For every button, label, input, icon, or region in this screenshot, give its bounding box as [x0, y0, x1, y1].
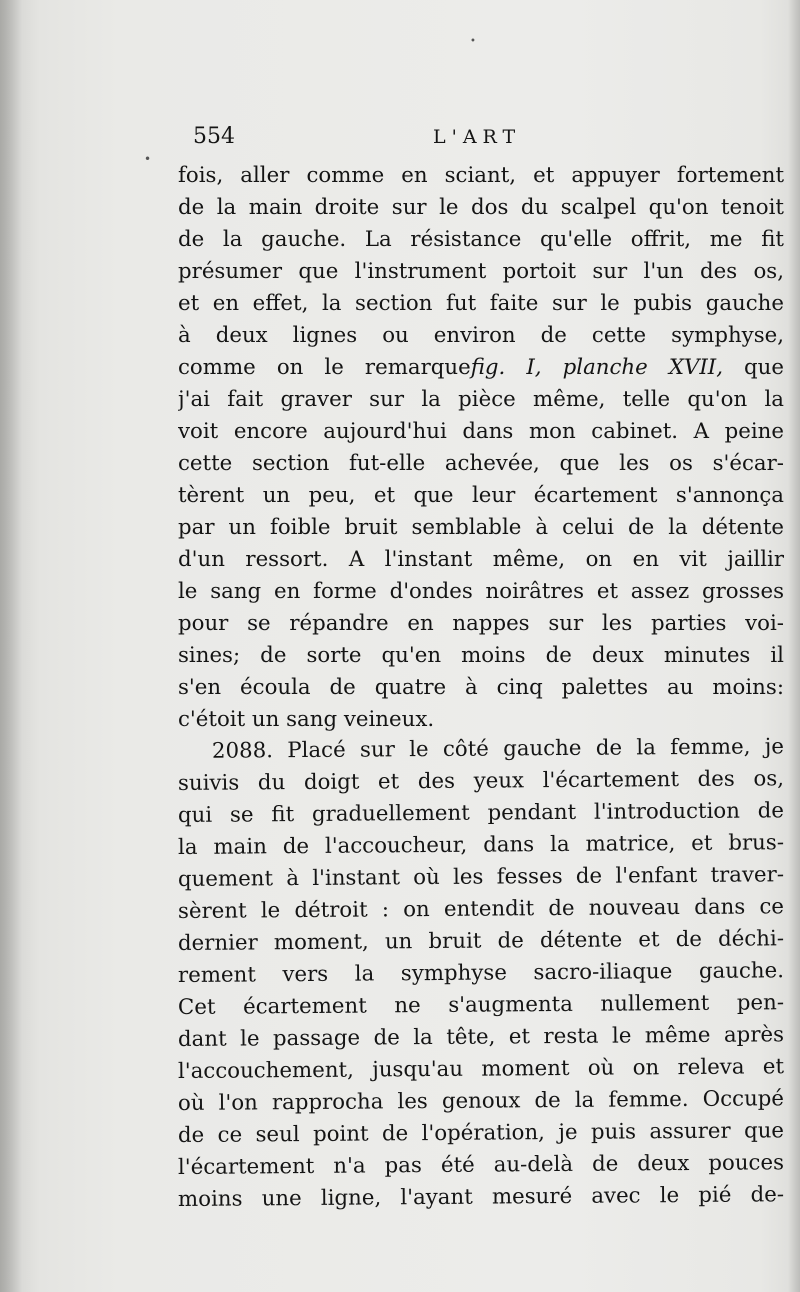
text-line: tèrent un peu, et que leur écartement s'annonça	[178, 483, 784, 508]
text-line-end: que	[744, 355, 784, 380]
text-line: suivis du doigt et des yeux l'écartement des os,	[177, 766, 785, 796]
text-line: de ce seul point de l'opération, je puis assurer que	[177, 1118, 785, 1148]
ink-speck: •	[144, 152, 152, 166]
text-line: de la gauche. La résistance qu'elle offrit, me fit	[178, 227, 784, 252]
text-line: présumer que l'instrument portoit sur l'un des os,	[178, 259, 784, 284]
text-line: qui se fit graduellement pendant l'introduction de	[177, 798, 785, 828]
ink-speck: •	[470, 36, 476, 47]
text-line-figure-reference	[178, 352, 784, 384]
text-line: moins une ligne, l'ayant mesuré avec le pié de-	[177, 1182, 785, 1212]
text-line: rement vers la symphyse sacro-iliaque gauche.	[177, 958, 785, 988]
text-line: l'accouchement, jusqu'au moment où on releva et	[177, 1054, 785, 1084]
text-line: cette section fut-elle achevée, que les os s'écar-	[178, 451, 784, 476]
body-text	[178, 160, 784, 1216]
text-line: à deux lignes ou environ de cette symphyse,	[178, 323, 784, 348]
text-line: dernier moment, un bruit de détente et de déchi-	[177, 926, 785, 956]
text-line: le sang en forme d'ondes noirâtres et assez grosses	[178, 579, 784, 604]
text-line: Cet écartement ne s'augmenta nullement pen-	[177, 990, 785, 1020]
page-header	[193, 124, 783, 154]
text-line: et en effet, la section fut faite sur le pubis gauche	[178, 291, 784, 316]
page-edge	[788, 0, 800, 1292]
text-line: s'en écoula de quatre à cinq palettes au moins:	[178, 675, 784, 700]
text-line: par un foible bruit semblable à celui de la détente	[178, 515, 784, 540]
paragraph-start-2088: 2088. Placé sur le côté gauche de la femme, je	[211, 734, 785, 764]
text-line: quement à l'instant où les fesses de l'enfant traver-	[177, 862, 785, 892]
page-number: 554	[193, 124, 235, 149]
text-line: de la main droite sur le dos du scalpel qu'on tenoit	[178, 195, 784, 220]
text-line: l'écartement n'a pas été au-delà de deux pouces	[177, 1150, 785, 1180]
text-line: où l'on rapprocha les genoux de la femme. Occupé	[177, 1086, 785, 1116]
text-line: sèrent le détroit : on entendit de nouveau dans ce	[177, 894, 785, 924]
text-line: j'ai fait graver sur la pièce même, telle qu'on la	[178, 387, 784, 412]
figure-reference: fig. I, planche XVII,	[470, 355, 723, 380]
text-line-start: comme on le remarque	[178, 355, 471, 380]
text-line: voit encore aujourd'hui dans mon cabinet. A peine	[178, 419, 784, 444]
text-line: dant le passage de la tête, et resta le même après	[177, 1022, 785, 1052]
text-line: c'étoit un sang veineux.	[178, 707, 435, 732]
running-head: L'ART	[433, 126, 522, 148]
text-line: fois, aller comme en sciant, et appuyer fortement	[178, 163, 784, 188]
text-line: sines; de sorte qu'en moins de deux minutes il	[178, 643, 784, 668]
text-line: d'un ressort. A l'instant même, on en vit jaillir	[178, 547, 784, 572]
text-line: la main de l'accoucheur, dans la matrice, et brus-	[177, 830, 785, 860]
text-line: pour se répandre en nappes sur les parties voi-	[178, 611, 784, 636]
gutter-shadow	[0, 0, 22, 1292]
